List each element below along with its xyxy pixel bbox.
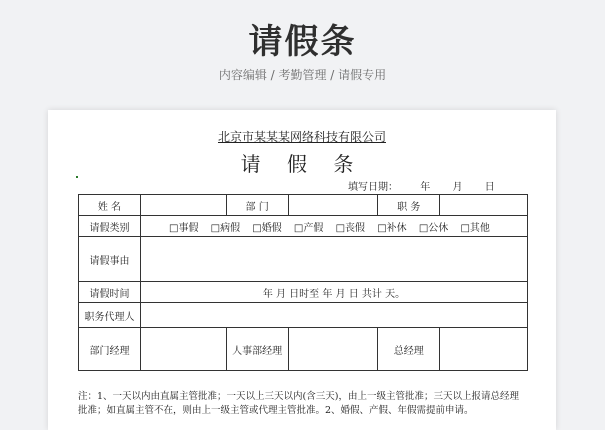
fill-date: 填写日期： 年 月 日: [348, 182, 495, 193]
leave-type-option[interactable]: □补休: [377, 222, 407, 234]
time-field[interactable]: 年 月 日时至 年 月 日 共计 天。: [140, 282, 527, 303]
note-line: 注：1、一天以内由直属主管批准；一天以上三天以内(含三天)，由上一级主管批准；三天以上报请总经理: [78, 391, 519, 402]
deputy-field[interactable]: [140, 303, 527, 328]
leave-type-option[interactable]: □丧假: [335, 222, 366, 234]
leave-type-option[interactable]: □婚假: [252, 222, 282, 234]
department-field[interactable]: [288, 195, 378, 216]
reason-field[interactable]: [140, 237, 527, 282]
company-name: 北京市某某某网络科技有限公司: [217, 130, 386, 144]
position-label: 职 务: [378, 195, 440, 216]
breadcrumb: 内容编辑 / 考勤管理 / 请假专用: [218, 68, 387, 82]
leave-form-document: [48, 110, 556, 430]
table-row: [79, 216, 528, 237]
name-label: 姓 名: [79, 195, 141, 216]
leave-type-options: [140, 216, 527, 237]
dept-manager-label: 部门经理: [79, 328, 141, 371]
name-field[interactable]: [140, 195, 226, 216]
leave-type-option[interactable]: □产假: [293, 222, 324, 234]
leave-type-option[interactable]: □公休: [418, 222, 449, 234]
leave-type-option[interactable]: □事假: [169, 222, 199, 234]
notes: [78, 390, 538, 418]
general-manager-label: 总经理: [378, 328, 440, 371]
leave-type-option[interactable]: □其他: [460, 222, 490, 234]
table-row: [79, 303, 528, 328]
dept-manager-field[interactable]: [140, 328, 226, 371]
marker-dot: [76, 176, 78, 178]
table-row: [79, 282, 528, 303]
document-title: 请 假 条: [240, 152, 364, 176]
general-manager-field[interactable]: [440, 328, 528, 371]
note-line: 批准；如直属主管不在，则由上一级主管或代理主管批准。2、婚假、产假、年假需提前申请。: [78, 405, 474, 416]
reason-label: 请假事由: [79, 237, 141, 282]
deputy-label: 职务代理人: [79, 303, 141, 328]
leave-type-option[interactable]: □病假: [210, 222, 241, 234]
hr-manager-label: 人事部经理: [226, 328, 288, 371]
table-row: [79, 237, 528, 282]
table-row: [79, 328, 528, 371]
leave-type-label: 请假类别: [79, 216, 141, 237]
hr-manager-field[interactable]: [288, 328, 378, 371]
page-title: 请假条: [248, 22, 357, 62]
time-label: 请假时间: [79, 282, 141, 303]
department-label: 部 门: [226, 195, 288, 216]
table-row: [79, 195, 528, 216]
position-field[interactable]: [440, 195, 528, 216]
leave-form-table: [78, 194, 528, 371]
